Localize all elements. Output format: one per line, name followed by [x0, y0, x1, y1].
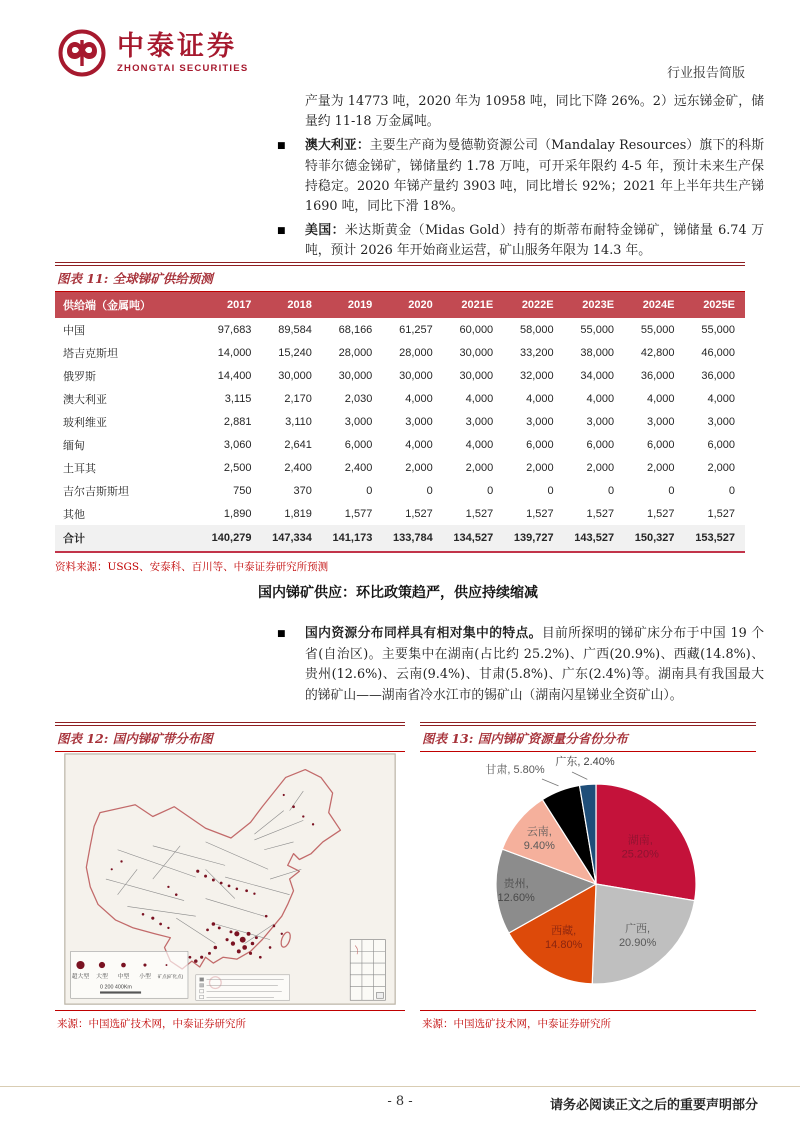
table-cell: 370 — [293, 484, 312, 497]
table-cell: 3,000 — [465, 415, 494, 428]
table-cell: 42,800 — [640, 346, 675, 359]
bullet-australia — [277, 136, 764, 217]
table-cell: 143,527 — [564, 525, 624, 552]
bullet-domestic-text — [305, 624, 764, 706]
table-cell: 28,000 — [399, 346, 433, 359]
table-cell: 0 — [487, 484, 494, 497]
table-cell: 140,279 — [201, 525, 261, 552]
table-cell: 1,527 — [405, 507, 433, 520]
table-body — [55, 318, 745, 552]
pie-leader-line-甘肃 — [542, 779, 559, 786]
table-cell: 61,257 — [399, 323, 433, 336]
table-cell: 缅甸 — [63, 438, 85, 452]
table-cell: 土耳其 — [63, 461, 96, 475]
column-header: 2019 — [322, 292, 382, 318]
logo-title: 中泰证券 — [117, 30, 237, 62]
footer-divider — [0, 1086, 800, 1087]
bullet-lead: 澳大利亚： — [305, 138, 370, 154]
supply-forecast-table — [55, 292, 745, 553]
table-cell: 0 — [547, 484, 554, 497]
intro-text-block — [277, 92, 764, 262]
table-cell: 3,000 — [405, 415, 433, 428]
table-cell: 4,000 — [465, 438, 494, 451]
table-cell: 澳大利亚 — [63, 392, 107, 406]
bullet-lead: 国内资源分布同样具有相对集中的特点。 — [305, 626, 542, 641]
table-cell: 0 — [728, 484, 735, 497]
pie-label-甘肃: 甘肃, 5.80% — [485, 764, 545, 776]
table-cell: 2,000 — [405, 461, 433, 474]
table-row — [55, 387, 745, 410]
table-cell: 134,527 — [443, 525, 503, 552]
table-cell: 1,527 — [646, 507, 675, 520]
table-cell: 中国 — [63, 323, 85, 337]
bullet-lead: 美国： — [305, 223, 346, 239]
table-cell: 28,000 — [338, 346, 373, 359]
table-cell: 1,577 — [344, 507, 373, 520]
column-header: 2022E — [503, 292, 563, 318]
table-cell: 3,110 — [285, 415, 312, 428]
map-sub-legend-box — [196, 975, 290, 1000]
page-number: - 8 - — [387, 1094, 413, 1109]
table-cell: 2,000 — [707, 461, 735, 474]
footer-disclaimer: 请务必阅读正文之后的重要声明部分 — [549, 1098, 758, 1113]
table-cell: 4,000 — [405, 392, 433, 405]
table-cell: 俄罗斯 — [63, 369, 96, 383]
table-cell: 147,334 — [261, 525, 321, 552]
logo-subtitle: ZHONGTAI SECURITIES — [117, 63, 249, 75]
bullet-usa — [277, 221, 764, 261]
column-header: 2021E — [443, 292, 503, 318]
pie-label-贵州: 贵州, 12.60% — [497, 878, 535, 905]
table-cell: 2,881 — [223, 415, 252, 428]
map-scale-label: 0 200 400Km — [100, 984, 132, 991]
map-legend — [71, 951, 188, 998]
table-cell: 4,000 — [646, 392, 675, 405]
figure-11-source: 资料来源：USGS、安泰科、百川等、中泰证券研究所预测 — [55, 561, 329, 573]
bullet-domestic-distribution — [277, 624, 764, 706]
bullet-square-icon: ■ — [277, 226, 286, 237]
table-row — [55, 318, 745, 341]
table-cell: 2,000 — [465, 461, 494, 474]
table-cell: 89,584 — [278, 323, 312, 336]
bullet-body: 主要生产商为曼德勒资源公司（Mandalay Resources）旗下的科斯特菲尔德金锑矿，锑储量约 1.78 万吨，可开采年限约 4-5 年，预计未来生产保持稳定。2020 年锑产量约 3903 吨，同比增长 92%；2021 年上半年共生产锑 1690 吨，同比下滑 18%。 — [305, 138, 764, 215]
pie-label-湖南: 湖南, 25.20% — [621, 834, 659, 861]
table-cell: 139,727 — [503, 525, 563, 552]
table-cell: 1,819 — [284, 507, 312, 520]
table-cell: 33,200 — [519, 346, 554, 359]
table-cell: 30,000 — [278, 369, 312, 382]
table-cell: 15,240 — [278, 346, 312, 359]
bullet-body: 米达斯黄金（Midas Gold）持有的斯蒂布耐特金锑矿，锑储量 6.74 万吨，预计 2026 年开始商业运营，矿山服务年限为 14.3 年。 — [305, 223, 764, 259]
table-row — [55, 433, 745, 456]
table-cell: 750 — [233, 484, 252, 497]
bullet-square-icon: ■ — [277, 141, 286, 152]
bullet-usa-text — [305, 221, 764, 261]
table-cell: 153,527 — [685, 525, 746, 552]
table-cell: 36,000 — [701, 369, 735, 382]
table-cell: 2,030 — [344, 392, 373, 405]
legend-label-large: 大型 — [96, 973, 108, 980]
table-cell: 2,000 — [586, 461, 615, 474]
zhongtai-logo — [57, 28, 248, 78]
table-cell: 3,000 — [646, 415, 675, 428]
table-cell: 1,527 — [526, 507, 554, 520]
table-cell: 1,527 — [586, 507, 615, 520]
table-cell: 0 — [607, 484, 615, 497]
table-cell: 36,000 — [640, 369, 675, 382]
table-cell: 3,115 — [224, 392, 252, 405]
column-header: 2023E — [564, 292, 624, 318]
table-cell: 合计 — [55, 525, 201, 552]
table-cell: 塔吉克斯坦 — [63, 346, 118, 360]
table-cell: 4,000 — [586, 392, 615, 405]
table-cell: 60,000 — [459, 323, 494, 336]
table-row — [55, 502, 745, 525]
table-cell: 2,170 — [284, 392, 312, 405]
pie-label-云南: 云南, 9.40% — [523, 826, 555, 852]
table-cell: 0 — [426, 484, 433, 497]
table-cell: 1,890 — [223, 507, 252, 520]
figure-12-source: 来源：中国选矿技术网，中泰证券研究所 — [55, 1010, 405, 1031]
table-cell: 0 — [668, 484, 675, 497]
bullet-square-icon: ■ — [277, 629, 286, 639]
table-total-row — [55, 525, 745, 552]
table-cell: 玻利维亚 — [63, 415, 107, 429]
table-cell: 30,000 — [399, 369, 433, 382]
column-header: 2020 — [382, 292, 442, 318]
table-cell: 3,000 — [344, 415, 373, 428]
table-cell: 97,683 — [217, 323, 252, 336]
bullet-australia-text — [305, 136, 764, 217]
table-cell: 4,000 — [465, 392, 494, 405]
table-cell: 32,000 — [519, 369, 554, 382]
table-row — [55, 410, 745, 433]
table-cell: 34,000 — [580, 369, 615, 382]
table-cell: 6,000 — [344, 438, 373, 451]
table-cell: 3,000 — [526, 415, 554, 428]
column-header: 2018 — [261, 292, 321, 318]
map-scale-bar — [100, 991, 141, 993]
table-row — [55, 364, 745, 387]
table-cell: 2,400 — [284, 461, 312, 474]
table-cell: 3,000 — [707, 415, 735, 428]
bullet-body: 目前所探明的锑矿床分布于中国 19 个省(自治区)。主要集中在湖南(占比约 25.2%)、广西(20.9%)、西藏(14.8%)、贵州(12.6%)、云南(9.4%)、甘肃(5.8%)、广东(2.4%)等。湖南具有我国最大的锑矿山——湖南省冷水江市的锡矿山（湖南闪星锑业全资矿山）。 — [305, 626, 765, 703]
table-cell: 55,000 — [580, 323, 615, 336]
table-cell: 1,527 — [707, 507, 735, 520]
figure-11-title: 图表 11: 全球锑矿供给预测 — [55, 262, 745, 292]
table-cell: 3,060 — [223, 438, 252, 451]
table-row — [55, 341, 745, 364]
table-cell: 4,000 — [707, 392, 735, 405]
table-cell: 2,000 — [646, 461, 675, 474]
table-cell: 6,000 — [526, 438, 554, 451]
table-cell: 4,000 — [405, 438, 433, 451]
table-cell: 14,400 — [217, 369, 252, 382]
table-cell: 2,641 — [284, 438, 312, 451]
column-header: 2024E — [624, 292, 684, 318]
domestic-supply-text-block — [277, 620, 764, 706]
table-cell: 3,000 — [586, 415, 615, 428]
table-cell: 30,000 — [459, 346, 494, 359]
pie-label-西藏: 西藏, 14.80% — [545, 924, 583, 951]
intro-paragraph: 产量为 14773 吨，2020 年为 10958 吨，同比下降 26%。2）远东锑金矿，储量约 11-18 万金属吨。 — [305, 94, 764, 130]
table-header — [55, 292, 745, 318]
table-row — [55, 456, 745, 479]
pie-label-广东: 广东, 2.40% — [555, 756, 615, 768]
legend-label-super-large: 超大型 — [71, 973, 90, 980]
figure-13-province-pie — [420, 722, 756, 1031]
table-cell: 55,000 — [701, 323, 735, 336]
table-cell: 55,000 — [640, 323, 675, 336]
table-cell: 133,784 — [382, 525, 442, 552]
china-antimony-belt-map — [55, 752, 405, 1010]
table-cell: 68,166 — [338, 323, 373, 336]
column-header: 2025E — [685, 292, 746, 318]
column-header: 供给端（金属吨） — [55, 292, 201, 318]
figure-13-source: 来源：中国选矿技术网，中泰证券研究所 — [420, 1010, 756, 1031]
table-cell: 6,000 — [646, 438, 675, 451]
table-cell: 58,000 — [519, 323, 554, 336]
pie-label-广西: 广西, 20.90% — [618, 923, 657, 950]
south-china-sea-inset — [350, 940, 385, 1001]
report-type-label: 行业报告简版 — [666, 66, 745, 81]
table-cell: 1,527 — [465, 507, 494, 520]
table-cell: 吉尔吉斯斯坦 — [63, 484, 129, 498]
table-cell: 150,327 — [624, 525, 684, 552]
table-cell: 6,000 — [586, 438, 615, 451]
table-cell: 0 — [366, 484, 373, 497]
pie-leader-line-广东 — [572, 772, 587, 779]
table-cell: 其他 — [63, 507, 85, 521]
table-cell: 2,500 — [223, 461, 252, 474]
legend-label-occurrence: 矿点(矿化点) — [157, 973, 184, 979]
table-cell: 38,000 — [580, 346, 615, 359]
figure-11-supply-table — [55, 262, 745, 574]
table-cell: 6,000 — [707, 438, 735, 451]
table-cell: 14,000 — [217, 346, 252, 359]
legend-label-medium: 中型 — [117, 973, 130, 980]
table-cell: 141,173 — [322, 525, 382, 552]
table-row — [55, 479, 745, 502]
legend-label-small: 小型 — [139, 973, 151, 980]
table-cell: 30,000 — [338, 369, 373, 382]
table-cell: 2,400 — [344, 461, 373, 474]
figure-12-title: 图表 12: 国内锑矿带分布图 — [55, 722, 405, 752]
table-cell: 46,000 — [701, 346, 735, 359]
table-cell: 30,000 — [459, 369, 494, 382]
section-heading: 国内锑矿供应：环比政策趋严，供应持续缩减 — [258, 585, 538, 601]
table-cell: 4,000 — [526, 392, 554, 405]
table-cell: 2,000 — [526, 461, 554, 474]
figure-13-title: 图表 13: 国内锑矿资源量分省份分布 — [420, 722, 756, 752]
zhongtai-emblem-icon — [57, 28, 107, 78]
antimony-resource-pie-chart — [420, 752, 756, 1010]
column-header: 2017 — [201, 292, 261, 318]
figure-12-mine-belt-map — [55, 722, 405, 1031]
